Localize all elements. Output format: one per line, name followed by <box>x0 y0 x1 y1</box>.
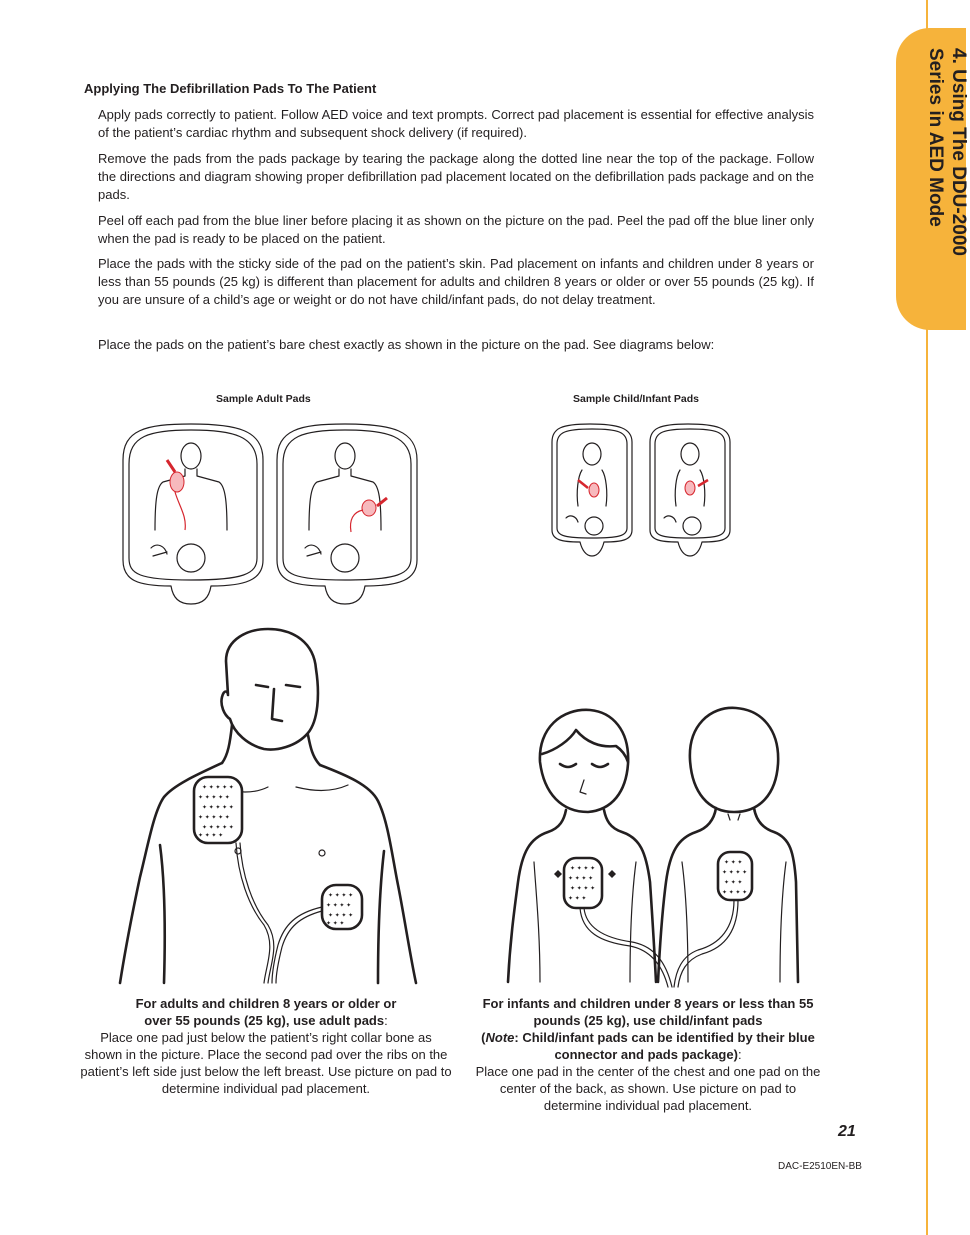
svg-text:✦ ✦ ✦: ✦ ✦ ✦ <box>724 860 743 866</box>
adult-pads-label: Sample Adult Pads <box>216 393 311 405</box>
child-caption <box>474 995 822 1114</box>
paragraph-5: Place the pads on the patient’s bare chest exactly as shown in the picture on the pad. See diagrams below: <box>98 337 715 352</box>
svg-text:✦ ✦ ✦: ✦ ✦ ✦ <box>326 921 345 927</box>
adult-caption <box>80 995 452 1097</box>
adult-pad-right <box>277 424 417 604</box>
child-caption-colon: : <box>737 1047 742 1062</box>
child-caption-note-rest: : Child/infant pads can be identified by their blue connector and pads package) <box>514 1030 815 1062</box>
child-caption-note-open: ( <box>481 1030 486 1045</box>
svg-text:✦ ✦ ✦ ✦: ✦ ✦ ✦ ✦ <box>568 876 594 882</box>
adult-caption-bold-2: over 55 pounds (25 kg), use adult pads <box>144 1013 385 1028</box>
section-tab-line2: Series in AED Mode <box>925 48 946 227</box>
child-pads-illustration <box>550 422 736 558</box>
svg-text:✦ ✦ ✦: ✦ ✦ ✦ <box>568 896 587 902</box>
svg-text:✦ ✦ ✦ ✦: ✦ ✦ ✦ ✦ <box>328 913 354 919</box>
child-pad-placement-illustration <box>500 702 800 987</box>
child-pads-label: Sample Child/Infant Pads <box>573 393 700 405</box>
adult-pad-left <box>123 424 263 604</box>
adult-pad-placement-illustration <box>116 625 420 987</box>
svg-text:✦ ✦ ✦ ✦: ✦ ✦ ✦ ✦ <box>722 890 748 896</box>
paragraph-1: Apply pads correctly to patient. Follow AED voice and text prompts. Correct pad placement is essential for effective analysis of the patient’s cardiac rhythm and subsequent shock delivery (if required). <box>98 107 814 140</box>
section-tab-line1: 4. Using The DDU-2000 <box>948 48 969 256</box>
svg-text:✦ ✦ ✦ ✦ ✦: ✦ ✦ ✦ ✦ ✦ <box>198 815 230 821</box>
adult-pads-illustration <box>115 420 425 606</box>
child-caption-body: Place one pad in the center of the chest and one pad on the center of the back, as shown. Use picture on pad to determine individual pad placement. <box>475 1064 821 1113</box>
svg-text:✦ ✦ ✦ ✦: ✦ ✦ ✦ ✦ <box>328 893 354 899</box>
svg-text:✦ ✦ ✦ ✦: ✦ ✦ ✦ ✦ <box>722 870 748 876</box>
adult-caption-body: Place one pad just below the patient’s right collar bone as shown in the picture. Place the second pad over the ribs on the patient’s left side just below the left breast. Use picture on pad to determine individual pad placement. <box>80 1030 452 1096</box>
section-tab-title <box>910 48 970 318</box>
svg-text:✦ ✦ ✦ ✦: ✦ ✦ ✦ ✦ <box>326 903 352 909</box>
child-pad-back <box>650 424 730 556</box>
svg-text:✦ ✦ ✦ ✦ ✦: ✦ ✦ ✦ ✦ ✦ <box>202 825 234 831</box>
child-pad-front <box>552 424 632 556</box>
svg-text:✦ ✦ ✦ ✦: ✦ ✦ ✦ ✦ <box>570 886 596 892</box>
paragraph-2: Remove the pads from the pads package by tearing the package along the dotted line near the top of the package. Follow the directions and diagram showing proper defibrillation pad placement located on the defibrillation pads package and on the pads. <box>98 151 814 202</box>
adult-caption-bold-1: For adults and children 8 years or older or <box>135 996 397 1011</box>
document-id: DAC-E2510EN-BB <box>778 1161 862 1172</box>
svg-text:✦ ✦ ✦ ✦ ✦: ✦ ✦ ✦ ✦ ✦ <box>202 785 234 791</box>
page-number: 21 <box>838 1123 856 1140</box>
section-heading: Applying The Defibrillation Pads To The Patient <box>84 81 377 96</box>
svg-text:✦ ✦ ✦ ✦ ✦: ✦ ✦ ✦ ✦ ✦ <box>202 805 234 811</box>
paragraph-4: Place the pads with the sticky side of the pad on the patient’s skin. Pad placement on infants and children under 8 years or less than 55 pounds (25 kg) is different than placement for adults and children 8 years or older or over 55 pounds (25 kg). If you are unsure of a child’s age or weight or do not have child/infant pads, do not delay treatment. <box>98 256 814 307</box>
child-caption-note-word: Note <box>485 1030 515 1045</box>
paragraph-3: Peel off each pad from the blue liner before placing it as shown on the picture on the pad. Peel the pad off the blue liner only when the pad is ready to be placed on the patient. <box>98 213 814 246</box>
adult-caption-colon: : <box>384 1013 388 1028</box>
svg-text:✦ ✦ ✦ ✦: ✦ ✦ ✦ ✦ <box>570 866 596 872</box>
svg-text:✦ ✦ ✦: ✦ ✦ ✦ <box>724 880 743 886</box>
child-caption-bold: For infants and children under 8 years or less than 55 pounds (25 kg), use child/infant pads <box>482 996 814 1028</box>
svg-text:✦ ✦ ✦ ✦ ✦: ✦ ✦ ✦ ✦ ✦ <box>198 795 230 801</box>
svg-text:✦ ✦ ✦ ✦: ✦ ✦ ✦ ✦ <box>198 833 224 839</box>
